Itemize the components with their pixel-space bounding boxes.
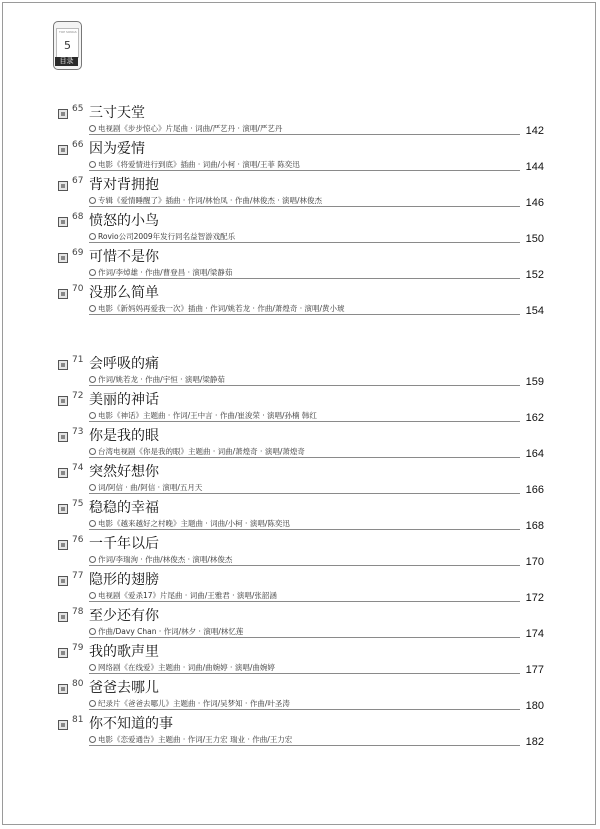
phone-tiny-label: TOP SONGS [59,30,77,34]
book-icon [58,181,68,191]
entry-page: 154 [525,305,544,317]
leader-line [89,206,520,207]
toc-entry[interactable] [58,569,544,605]
leader-line [89,170,520,171]
bullet-icon [89,448,96,455]
book-icon [58,540,68,550]
leader-line [89,421,520,422]
entry-description: 电视剧《爱杀17》片尾曲 · 词曲/王雅君 · 演唱/张韶涵 [98,590,277,600]
entry-title: 我的歌声里 [89,644,159,660]
leader-line [89,134,520,135]
book-icon [58,289,68,299]
entry-number: 73 [72,427,84,437]
entry-number: 74 [72,463,84,473]
entry-description: 作词/姚若龙 · 作曲/宇恒 · 演唱/梁静茹 [98,374,225,384]
toc-entry[interactable] [58,425,544,461]
entry-page: 172 [525,592,544,604]
bullet-icon [89,125,96,132]
toc-entry[interactable] [58,497,544,533]
entry-description: 作词/李焯雄 · 作曲/曹登昌 · 演唱/梁静茹 [98,267,233,277]
book-icon [58,109,68,119]
leader-line [89,242,520,243]
book-icon [58,396,68,406]
entry-page: 182 [525,736,544,748]
entry-title: 突然好想你 [89,464,159,480]
entry-number: 68 [72,212,84,222]
entry-description: Rovio公司2009年发行同名益智游戏配乐 [98,231,236,241]
toc-title: 目录 [55,57,78,66]
bullet-icon [89,305,96,312]
entry-number: 70 [72,284,84,294]
entry-description: 网络剧《在线爱》主题曲 · 词曲/曲婉婷 · 演唱/曲婉婷 [98,662,275,672]
entry-page: 164 [525,448,544,460]
bullet-icon [89,412,96,419]
leader-line [89,709,520,710]
toc-entry[interactable] [58,641,544,677]
bullet-icon [89,556,96,563]
entry-description: 纪录片《爸爸去哪儿》主题曲 · 作词/吴梦知 · 作曲/叶圣涛 [98,698,290,708]
entry-title: 一千年以后 [89,536,159,552]
toc-entry[interactable] [58,138,544,174]
entry-number: 75 [72,499,84,509]
leader-line [89,385,520,386]
entry-number: 77 [72,571,84,581]
entry-number: 69 [72,248,84,258]
leader-line [89,314,520,315]
bullet-icon [89,664,96,671]
entry-page: 152 [525,269,544,281]
entry-number: 65 [72,104,84,114]
toc-entry[interactable] [58,210,544,246]
book-icon [58,253,68,263]
toc-entry[interactable] [58,174,544,210]
leader-line [89,637,520,638]
toc-entry[interactable] [58,605,544,641]
leader-line [89,493,520,494]
bullet-icon [89,484,96,491]
toc-entry[interactable] [58,353,544,389]
entry-title: 背对背拥抱 [89,177,159,193]
phone-number: 5 [64,39,71,52]
entry-title: 没那么简单 [89,285,159,301]
entry-page: 159 [525,376,544,388]
book-icon [58,468,68,478]
book-icon [58,217,68,227]
entry-title: 爸爸去哪儿 [89,680,159,696]
book-icon [58,432,68,442]
toc-entry[interactable] [58,282,544,318]
entry-number: 81 [72,715,84,725]
leader-line [89,529,520,530]
entry-page: 142 [525,125,544,137]
entry-number: 66 [72,140,84,150]
entry-page: 150 [525,233,544,245]
entry-page: 146 [525,197,544,209]
book-icon [58,612,68,622]
book-icon [58,648,68,658]
entry-title: 你是我的眼 [89,428,159,444]
entry-page: 177 [525,664,544,676]
entry-number: 72 [72,391,84,401]
toc-entry[interactable] [58,102,544,138]
entry-page: 174 [525,628,544,640]
entry-number: 79 [72,643,84,653]
entry-number: 71 [72,355,84,365]
entry-description: 电影《将爱情进行到底》插曲 · 词曲/小柯 · 演唱/王菲 陈奕迅 [98,159,300,169]
entry-description: 专辑《爱情睡醒了》插曲 · 作词/林怡凤 · 作曲/林俊杰 · 演唱/林俊杰 [98,195,323,205]
entry-title: 会呼吸的痛 [89,356,159,372]
book-icon [58,504,68,514]
leader-line [89,565,520,566]
entry-page: 166 [525,484,544,496]
entry-title: 你不知道的事 [89,716,173,732]
entry-title: 美丽的神话 [89,392,159,408]
entry-title: 隐形的翅膀 [89,572,159,588]
entry-title: 稳稳的幸福 [89,500,159,516]
entry-page: 170 [525,556,544,568]
entry-number: 76 [72,535,84,545]
bullet-icon [89,233,96,240]
phone-icon [53,21,82,70]
entry-number: 67 [72,176,84,186]
entry-title: 三寸天堂 [89,105,145,121]
book-icon [58,684,68,694]
entry-description: 电影《恋爱通告》主题曲 · 作词/王力宏 瑞业 · 作曲/王力宏 [98,734,293,744]
entry-title: 愤怒的小鸟 [89,213,159,229]
leader-line [89,457,520,458]
toc-entry[interactable] [58,389,544,425]
entry-title: 至少还有你 [89,608,159,624]
entry-description: 台湾电视剧《你是我的眼》主题曲 · 词曲/萧煌奇 · 演唱/萧煌奇 [98,446,305,456]
leader-line [89,745,520,746]
book-icon [58,720,68,730]
entry-description: 电影《越来越好之村晚》主题曲 · 词曲/小柯 · 演唱/陈奕迅 [98,518,290,528]
leader-line [89,278,520,279]
bullet-icon [89,269,96,276]
bullet-icon [89,161,96,168]
entry-page: 180 [525,700,544,712]
bullet-icon [89,736,96,743]
toc-entry[interactable] [58,246,544,282]
toc-entry[interactable] [58,461,544,497]
leader-line [89,673,520,674]
book-icon [58,360,68,370]
entry-page: 162 [525,412,544,424]
entry-page: 144 [525,161,544,173]
book-icon [58,145,68,155]
bullet-icon [89,628,96,635]
entry-title: 可惜不是你 [89,249,159,265]
phone-screen [56,28,79,58]
entry-description: 作词/李瑞洵 · 作曲/林俊杰 · 演唱/林俊杰 [98,554,233,564]
bullet-icon [89,700,96,707]
entry-description: 词/阿信 · 曲/阿信 · 演唱/五月天 [98,482,203,492]
entry-page: 168 [525,520,544,532]
bullet-icon [89,197,96,204]
entry-number: 80 [72,679,84,689]
entry-description: 电影《新妈妈再爱我一次》插曲 · 作词/姚若龙 · 作曲/萧煌奇 · 演唱/黄小琥 [98,303,345,313]
book-icon [58,576,68,586]
bullet-icon [89,520,96,527]
leader-line [89,601,520,602]
toc-entry[interactable] [58,533,544,569]
entry-description: 作曲/Davy Chan · 作词/林夕 · 演唱/林忆莲 [98,626,244,636]
entry-description: 电影《神话》主题曲 · 作词/王中言 · 作曲/崔浚荣 · 演唱/孙楠 韩红 [98,410,317,420]
toc-entry[interactable] [58,677,544,713]
bullet-icon [89,376,96,383]
toc-entry[interactable] [58,713,544,749]
bullet-icon [89,592,96,599]
entry-description: 电视剧《步步惊心》片尾曲 · 词曲/严艺丹 · 演唱/严艺丹 [98,123,283,133]
entry-title: 因为爱情 [89,141,145,157]
entry-number: 78 [72,607,84,617]
